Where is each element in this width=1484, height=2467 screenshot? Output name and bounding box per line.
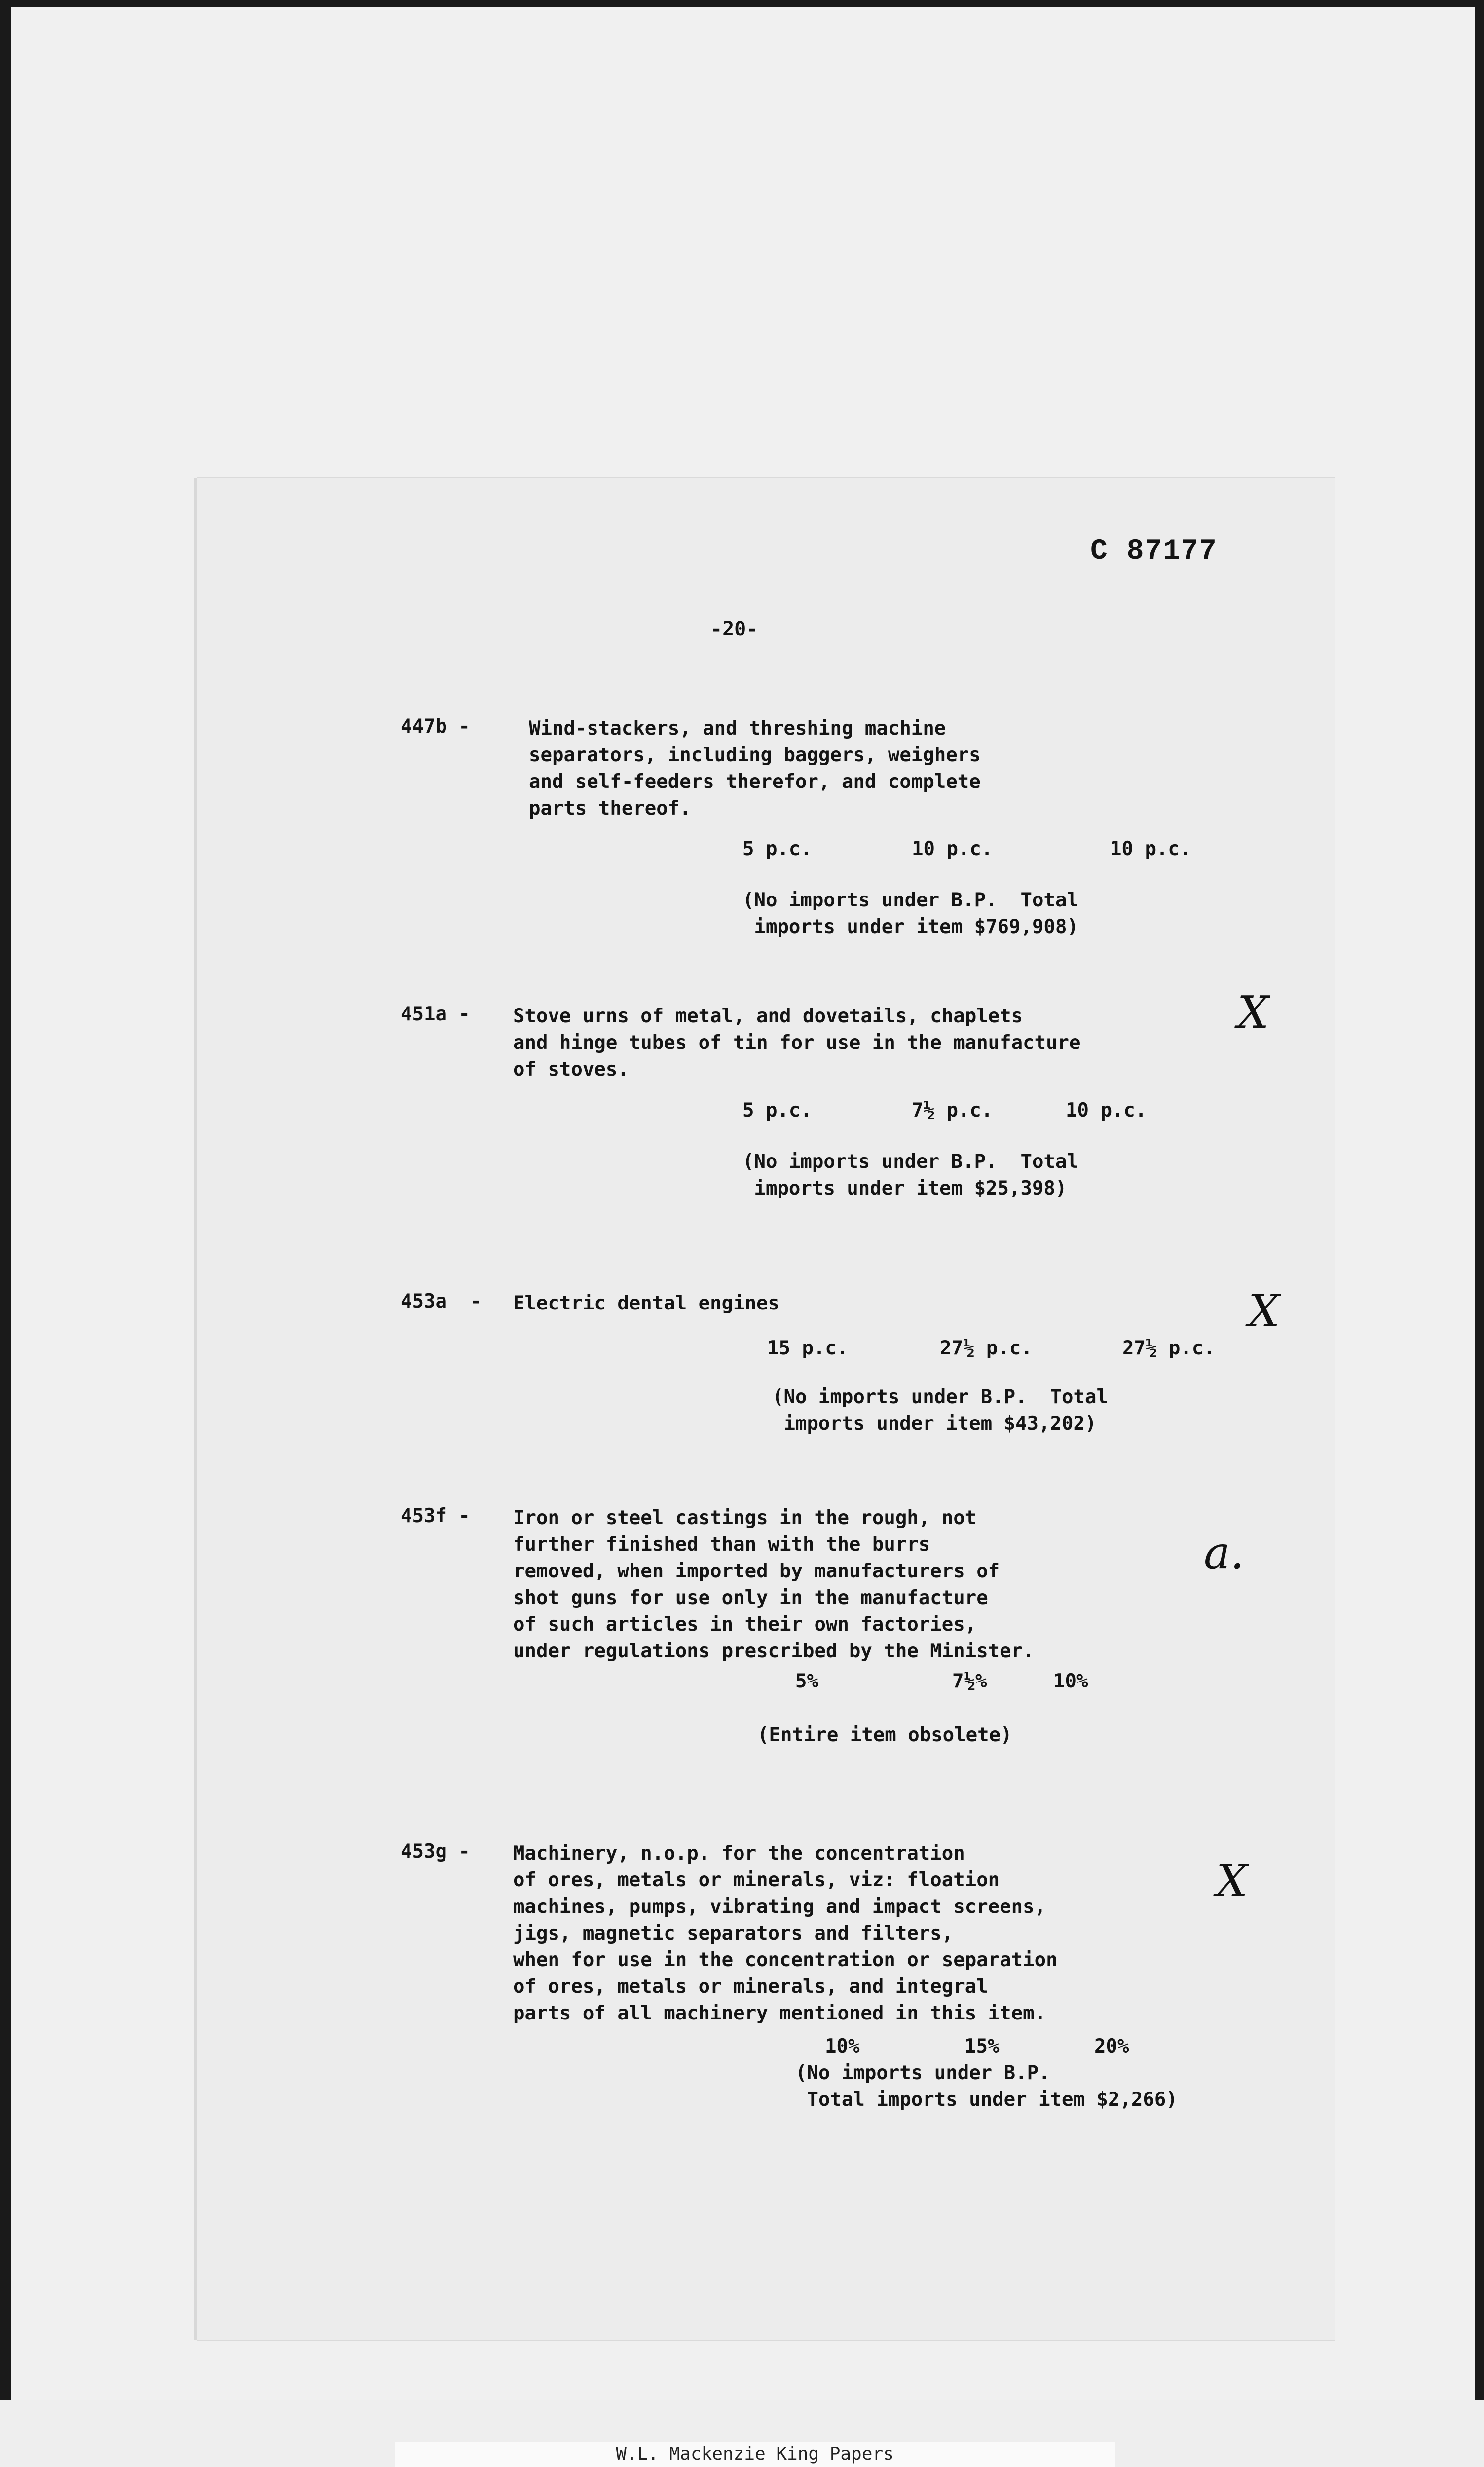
rate-general: 10%	[1053, 1670, 1088, 1692]
description-line: under regulations prescribed by the Minister.	[513, 1640, 1035, 1662]
description-line: Iron or steel castings in the rough, not	[513, 1507, 977, 1529]
rate-british-preferential: 5 p.c.	[742, 1099, 812, 1121]
note-line: (No imports under B.P. Total	[772, 1386, 1108, 1408]
rate-general: 20%	[1094, 2035, 1129, 2057]
item-description-453a	[513, 1290, 779, 1317]
rate-intermediate: 10 p.c.	[912, 838, 993, 860]
description-line: shot guns for use only in the manufacture	[513, 1587, 988, 1609]
description-line: of stoves.	[513, 1058, 629, 1081]
note-line: imports under item $25,398)	[742, 1177, 1067, 1199]
rate-british-preferential: 5 p.c.	[742, 838, 812, 860]
note-line: (No imports under B.P. Total	[742, 1151, 1078, 1173]
margin-check-mark: X	[1237, 987, 1269, 1039]
description-line: parts thereof.	[529, 797, 691, 820]
description-line: Wind-stackers, and threshing machine	[529, 717, 946, 740]
description-line: Electric dental engines	[513, 1292, 780, 1314]
rate-general: 10 p.c.	[1110, 838, 1191, 860]
description-line: separators, including baggers, weighers	[529, 744, 981, 766]
rate-british-preferential: 15 p.c.	[767, 1337, 849, 1359]
rate-intermediate: 15%	[965, 2035, 1000, 2057]
description-line: parts of all machinery mentioned in this item.	[513, 2002, 1046, 2024]
collection-name: W.L. Mackenzie King Papers	[616, 2444, 894, 2464]
scan-border-right	[1475, 0, 1484, 2467]
item-description-451a	[513, 1003, 1081, 1083]
description-line: of such articles in their own factories,	[513, 1613, 977, 1636]
item-code-453f: 453f -	[401, 1505, 470, 1527]
page-number: -20-	[710, 618, 758, 640]
note-line: imports under item $43,202)	[772, 1413, 1097, 1435]
note-line: (No imports under B.P. Total	[742, 889, 1078, 911]
description-line: removed, when imported by manufacturers of	[513, 1560, 1000, 1582]
import-note-453a	[772, 1384, 1108, 1437]
item-description-447b	[529, 715, 981, 822]
scan-border-top	[0, 0, 1484, 7]
rate-british-preferential: 5%	[795, 1670, 818, 1692]
description-line: further finished than with the burrs	[513, 1533, 930, 1556]
import-note-453f	[757, 1722, 1012, 1749]
description-line: when for use in the concentration or separation	[513, 1949, 1058, 1971]
description-line: of ores, metals or minerals, and integral	[513, 1976, 988, 1998]
collection-label	[395, 2442, 1115, 2467]
item-code-453g: 453g -	[401, 1840, 470, 1863]
description-line: and self-feeders therefor, and complete	[529, 771, 981, 793]
import-note-453g	[795, 2060, 1178, 2113]
note-line: Total imports under item $2,266)	[795, 2089, 1178, 2111]
description-line: machines, pumps, vibrating and impact screens,	[513, 1896, 1046, 1918]
margin-check-mark: X	[1216, 1855, 1248, 1907]
item-description-453g	[513, 1840, 1058, 2027]
rate-intermediate: 27½ p.c.	[940, 1337, 1033, 1359]
item-code-451a: 451a -	[401, 1003, 470, 1025]
rate-general: 27½ p.c.	[1122, 1337, 1215, 1359]
import-note-447b	[742, 887, 1078, 940]
note-line: (No imports under B.P.	[795, 2062, 1050, 2084]
item-description-453f	[513, 1505, 1035, 1665]
reference-number: C 87177	[1090, 535, 1218, 567]
item-code-447b: 447b -	[401, 715, 470, 738]
description-line: Machinery, n.o.p. for the concentration	[513, 1842, 965, 1865]
description-line: Stove urns of metal, and dovetails, chaplets	[513, 1005, 1023, 1027]
rate-intermediate: 7½%	[952, 1670, 987, 1692]
import-note-451a	[742, 1149, 1078, 1202]
description-line: jigs, magnetic separators and filters,	[513, 1922, 954, 1944]
margin-check-mark: X	[1248, 1285, 1280, 1337]
note-line: imports under item $769,908)	[742, 916, 1078, 938]
rate-general: 10 p.c.	[1066, 1099, 1147, 1121]
scan-border-left	[0, 0, 11, 2467]
description-line: and hinge tubes of tin for use in the manufacture	[513, 1032, 1081, 1054]
rate-british-preferential: 10%	[825, 2035, 860, 2057]
item-code-453a: 453a -	[401, 1290, 482, 1312]
description-line: of ores, metals or minerals, viz: floation	[513, 1869, 1000, 1891]
note-line: (Entire item obsolete)	[757, 1724, 1012, 1746]
rate-intermediate: 7½ p.c.	[912, 1099, 993, 1121]
margin-annotation-mark: a.	[1204, 1527, 1245, 1579]
